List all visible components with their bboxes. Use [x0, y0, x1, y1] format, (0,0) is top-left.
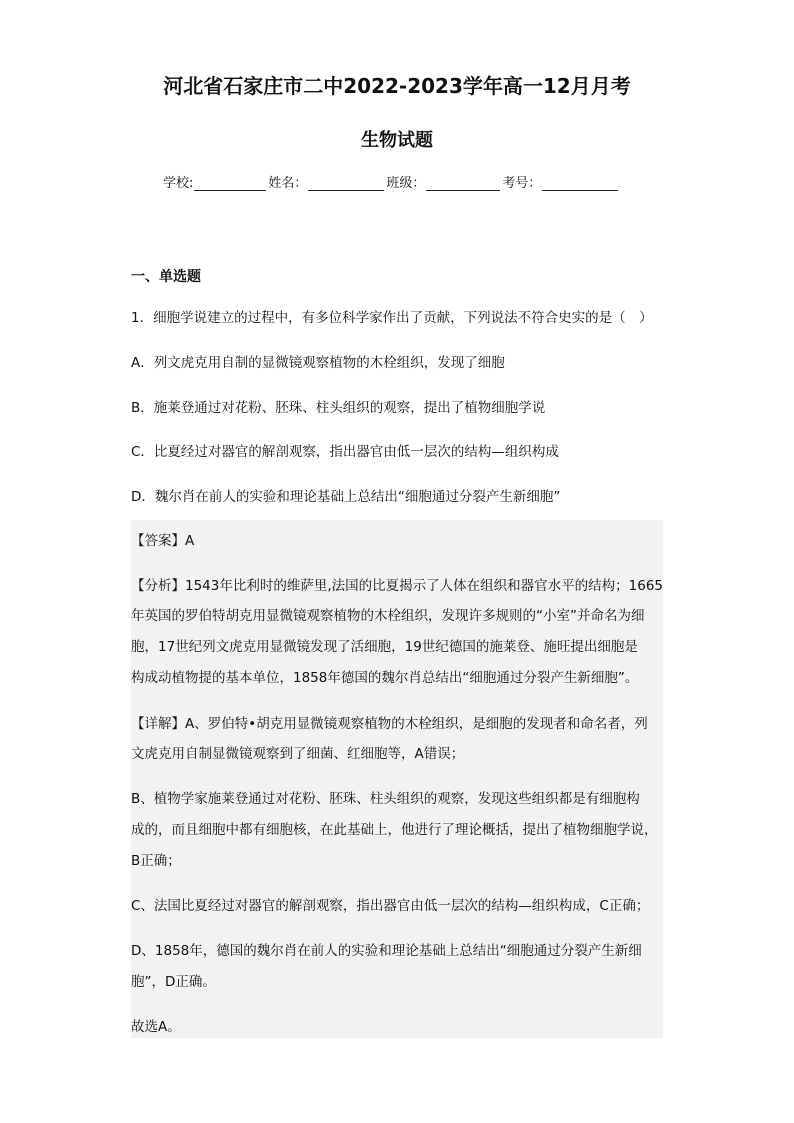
class-label: 班级： — [386, 176, 426, 191]
detail-line: 文虎克用自制显微镜观察到了细菌、红细胞等，A错误； — [131, 746, 465, 762]
student-info-line — [163, 172, 620, 191]
answer-panel — [131, 520, 663, 1038]
detail-b-line: 成的，而且细胞中都有细胞核，在此基础上，他进行了理论概括，提出了植物细胞学说， — [131, 822, 658, 838]
exam-number-blank — [542, 176, 618, 191]
analysis-line: 胞，17世纪列文虎克用显微镜发现了活细胞，19世纪德国的施莱登、施旺提出细胞是 — [131, 639, 638, 655]
exam-title: 河北省石家庄市二中2022-2023学年高一12月月考 — [163, 74, 631, 98]
detail-d-line: 胞”，D正确。 — [131, 974, 216, 990]
option-a: A．列文虎克用自制的显微镜观察植物的木栓组织，发现了细胞 — [131, 355, 505, 371]
exam-subtitle: 生物试题 — [361, 130, 433, 151]
detail-d-line: D、1858年，德国的魏尔肖在前人的实验和理论基础上总结出“细胞通过分裂产生新细 — [131, 943, 642, 959]
question-stem: 1．细胞学说建立的过程中，有多位科学家作出了贡献，下列说法不符合史实的是（ ） — [131, 310, 653, 326]
detail-c-line: C、法国比夏经过对器官的解剖观察，指出器官由低一层次的结构—组织构成，C正确； — [131, 898, 650, 914]
name-label: 姓名： — [268, 176, 308, 191]
answer-line: 【答案】A — [131, 533, 195, 549]
option-b: B．施莱登通过对花粉、胚珠、柱头组织的观察，提出了植物细胞学说 — [131, 400, 546, 416]
detail-b-line: B、植物学家施莱登通过对花粉、胚珠、柱头组织的观察，发现这些组织都是有细胞构 — [131, 791, 640, 807]
analysis-line: 【分析】1543年比利时的维萨里,法国的比夏揭示了人体在组织和器官水平的结构；1665 — [131, 578, 664, 594]
analysis-line: 构成动植物提的基本单位，1858年德国的魏尔肖总结出“细胞通过分裂产生新细胞”。 — [131, 670, 639, 686]
class-blank — [426, 176, 500, 191]
section-title: 一、单选题 — [131, 269, 201, 285]
detail-line: 【详解】A、罗伯特•胡克用显微镜观察植物的木栓组织，是细胞的发现者和命名者，列 — [131, 716, 648, 732]
name-blank — [308, 176, 384, 191]
school-blank — [194, 176, 266, 191]
detail-b-line: B正确； — [131, 853, 181, 869]
option-d: D．魏尔肖在前人的实验和理论基础上总结出“细胞通过分裂产生新细胞” — [131, 489, 561, 505]
school-label: 学校: — [163, 176, 194, 191]
conclusion-line: 故选A。 — [131, 1019, 181, 1035]
option-c: C．比夏经过对器官的解剖观察，指出器官由低一层次的结构—组织构成 — [131, 444, 559, 460]
exam-number-label: 考号： — [502, 176, 542, 191]
analysis-line: 年英国的罗伯特胡克用显微镜观察植物的木栓组织，发现许多规则的“小室”并命名为细 — [131, 608, 645, 624]
